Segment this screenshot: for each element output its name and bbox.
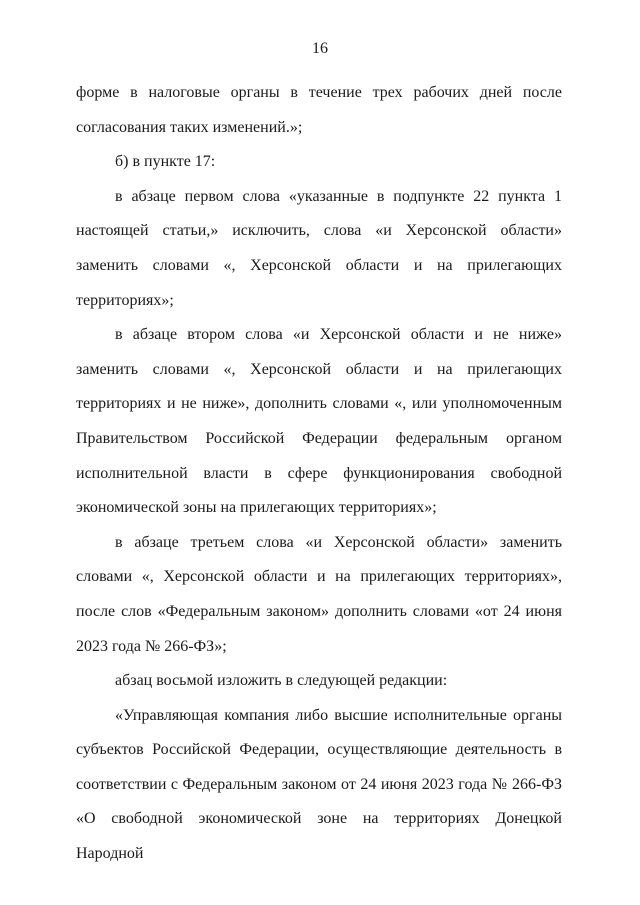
paragraph-continuation: форме в налоговые органы в течение трех рабочих дней после согласования таких изменений.»; xyxy=(76,84,562,136)
paragraph-eighth-abzac-intro: абзац восьмой изложить в следующей редакции: xyxy=(115,672,448,690)
document-body xyxy=(76,76,562,872)
paragraph-third-abzac: в абзаце третьем слова «и Херсонской области» заменить словами «, Херсонской области и на прилегающих территориях», после слов «Федеральным законом» дополнить словами «от 24 июня 2023 года № 266-ФЗ»; xyxy=(76,533,562,655)
page-number: 16 xyxy=(312,40,328,57)
paragraph-subitem-b: б) в пункте 17: xyxy=(115,153,216,171)
paragraph-second-abzac: в абзаце втором слова «и Херсонской области и не ниже» заменить словами «, Херсонской области и на прилегающих территориях и не ниже», дополнить словами «, или уполномоченным Правительством Российской Федерации федеральным органом исполнительной власти в сфере функционирования свободной экономической зоны на прилегающих территориях»; xyxy=(76,326,562,517)
paragraph-quoted-text: «Управляющая компания либо высшие исполнительные органы субъектов Российской Федерации, осуществляющие деятельность в соответствии с Федеральным законом от 24 июня 2023 года № 266-ФЗ «О свободной экономической зоне на территориях Донецкой Народной xyxy=(76,706,562,863)
paragraph-first-abzac: в абзаце первом слова «указанные в подпункте 22 пункта 1 настоящей статьи,» исключить, слова «и Херсонской области» заменить словами «, Херсонской области и на прилегающих территориях»; xyxy=(76,187,562,309)
